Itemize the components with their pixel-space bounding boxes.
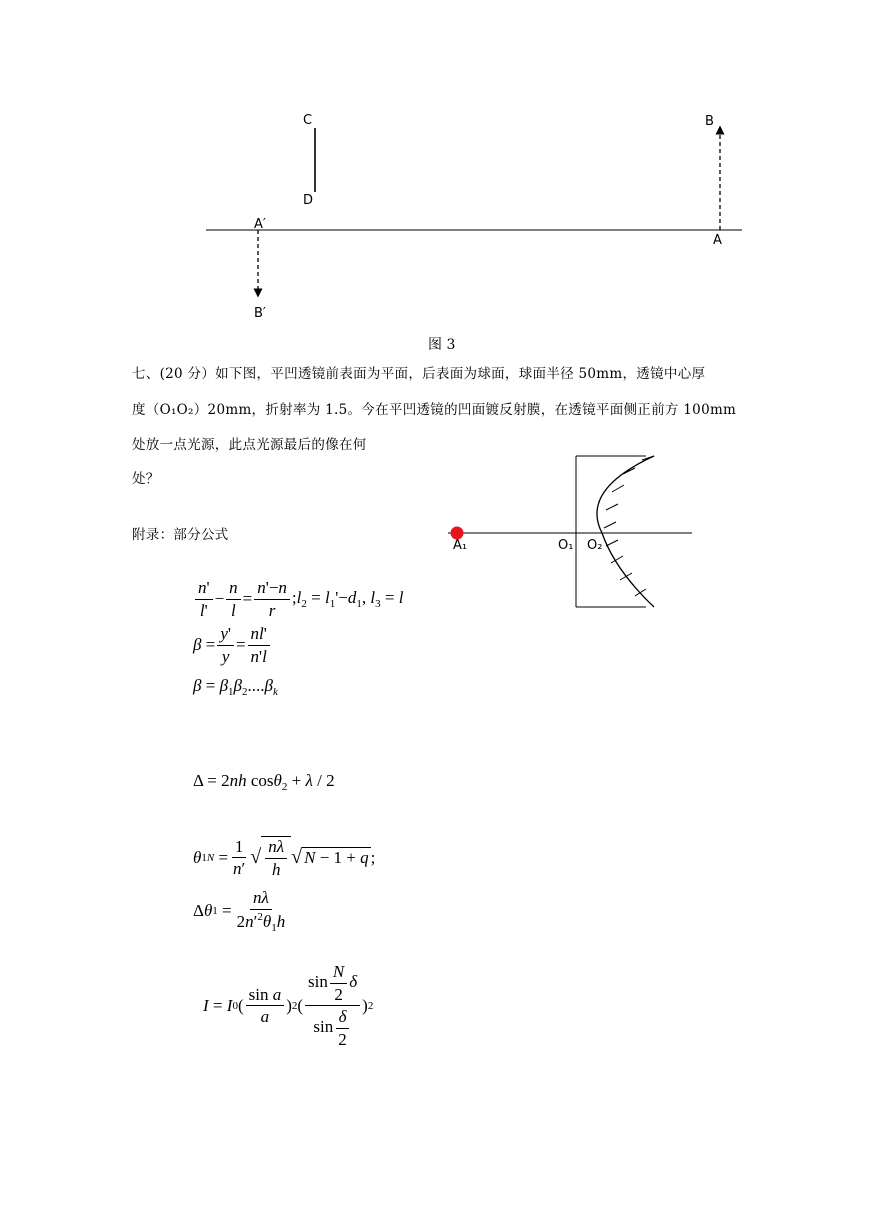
figure-3-caption: 图 3 xyxy=(428,337,456,353)
question-7-line-3: 处放一点光源，此点光源最后的像在何 xyxy=(132,437,367,453)
formula-total-magnification: $\beta = \beta_1\beta_2....\beta_k$ xyxy=(193,676,278,698)
formula-grating-intensity: I = I 0 ( $\frac{\text{sin a}}{a}$ ) 2 ( sin $\frac{N}{2}$ δ sin $\frac{\delta}{2}$ ) 2 xyxy=(203,962,374,1049)
label-a: A xyxy=(713,233,722,248)
label-d: D xyxy=(303,193,314,208)
formula-ring-spacing: Δ θ 1 = $\frac{n\lambda}{2n'^2\theta_1h}$ xyxy=(193,888,286,934)
mirror-hatching xyxy=(604,456,654,596)
question-7-line-4: 处？ xyxy=(132,471,160,487)
label-a1: A₁ xyxy=(453,538,468,553)
lens-diagram xyxy=(440,450,700,615)
formula-ring-angle: θ 1N = $\frac{1}{n'}$ √ $\frac{n\lambda}{h}$ √ N − 1 + q ; xyxy=(193,836,376,879)
concave-mirror-surface xyxy=(597,456,654,607)
appendix-title: 附录：部分公式 xyxy=(132,527,229,543)
label-o2: O₂ xyxy=(587,538,603,553)
label-b: B xyxy=(705,114,714,129)
label-o1: O₁ xyxy=(558,538,574,553)
question-7-line-2: 度（O₁O₂）20mm，折射率为 1.5。今在平凹透镜的凹面镀反射膜，在透镜平面侧正前方 100mm xyxy=(132,402,737,418)
label-c: C xyxy=(303,113,313,128)
label-b-prime: B′ xyxy=(254,306,266,321)
figure-3-diagram xyxy=(0,0,869,340)
formula-path-difference: Δ = 2nh cosθ$_2$ + λ / 2 xyxy=(193,771,335,793)
question-7-line-1: 七、(20 分）如下图，平凹透镜前表面为平面，后表面为球面，球面半径 50mm，透镜中心厚 xyxy=(132,366,706,382)
formula-refraction: $\frac{n'}{l'}$ − $\frac{n}{l}$ = $\frac{n'-n}{r}$ $;l_2 = l_1'-d_1$, $l_3 = l$ xyxy=(193,578,411,620)
label-a-prime: A′ xyxy=(254,217,266,232)
formula-magnification: β = $\frac{y'}{y}$ = $\frac{nl'}{n'l}$ xyxy=(193,624,272,666)
